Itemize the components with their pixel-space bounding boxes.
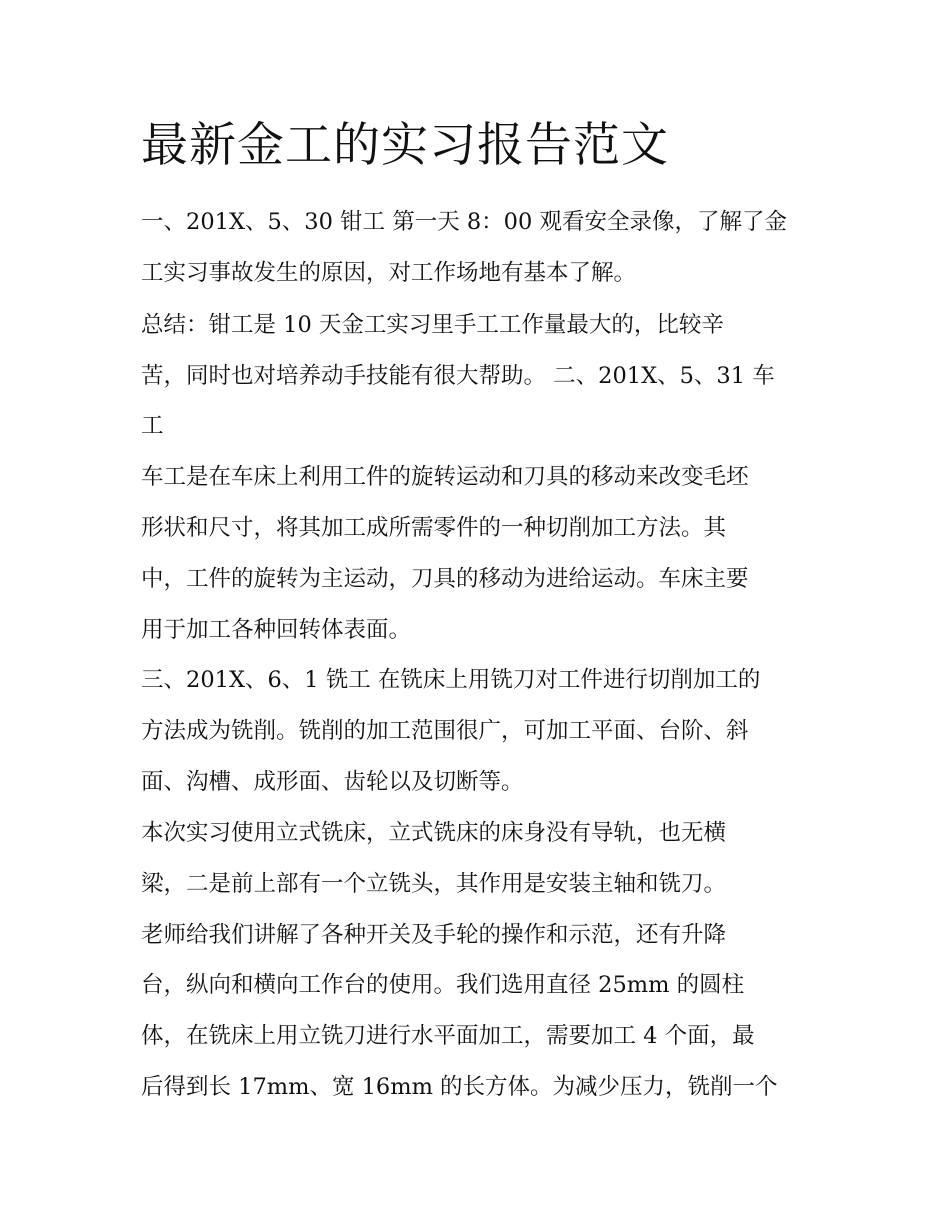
body-line: 本次实习使用立式铣床，立式铣床的床身没有导轨，也无横: [141, 820, 727, 846]
body-line: 台，纵向和横向工作台的使用。我们选用直径 25mm 的圆柱: [141, 972, 745, 998]
body-line: 中，工件的旋转为主运动，刀具的移动为进给运动。车床主要: [141, 566, 749, 592]
body-line: 工实习事故发生的原因，对工作场地有基本了解。: [141, 260, 637, 286]
document-title: 最新金工的实习报告范文: [141, 118, 669, 173]
body-line: 面、沟槽、成形面、齿轮以及切断等。: [141, 769, 524, 795]
body-line: 总结：钳工是 10 天金工实习里手工工作量最大的，比较辛: [141, 312, 724, 338]
body-line: 体，在铣床上用立铣刀进行水平面加工，需要加工 4 个面，最: [141, 1023, 755, 1049]
body-line: 用于加工各种回转体表面。: [141, 617, 412, 643]
body-line: 方法成为铣削。铣削的加工范围很广，可加工平面、台阶、斜: [141, 718, 749, 744]
body-line: 工: [141, 413, 164, 439]
body-line: 三、201X、6、1 铣工 在铣床上用铣刀对工件进行切削加工的: [141, 667, 761, 693]
body-line: 老师给我们讲解了各种开关及手轮的操作和示范，还有升降: [141, 922, 727, 948]
body-line: 形状和尺寸，将其加工成所需零件的一种切削加工方法。其: [141, 515, 727, 541]
body-line: 苦，同时也对培养动手技能有很大帮助。 二、201X、5、31 车: [141, 363, 775, 389]
body-line: 车工是在车床上利用工件的旋转运动和刀具的移动来改变毛坯: [141, 464, 749, 490]
body-line: 梁，二是前上部有一个立铣头，其作用是安装主轴和铣刀。: [141, 871, 727, 897]
body-line: 一、201X、5、30 钳工 第一天 8：00 观看安全录像，了解了金: [141, 209, 787, 235]
body-line: 后得到长 17mm、宽 16mm 的长方体。为减少压力，铣削一个: [141, 1074, 778, 1100]
